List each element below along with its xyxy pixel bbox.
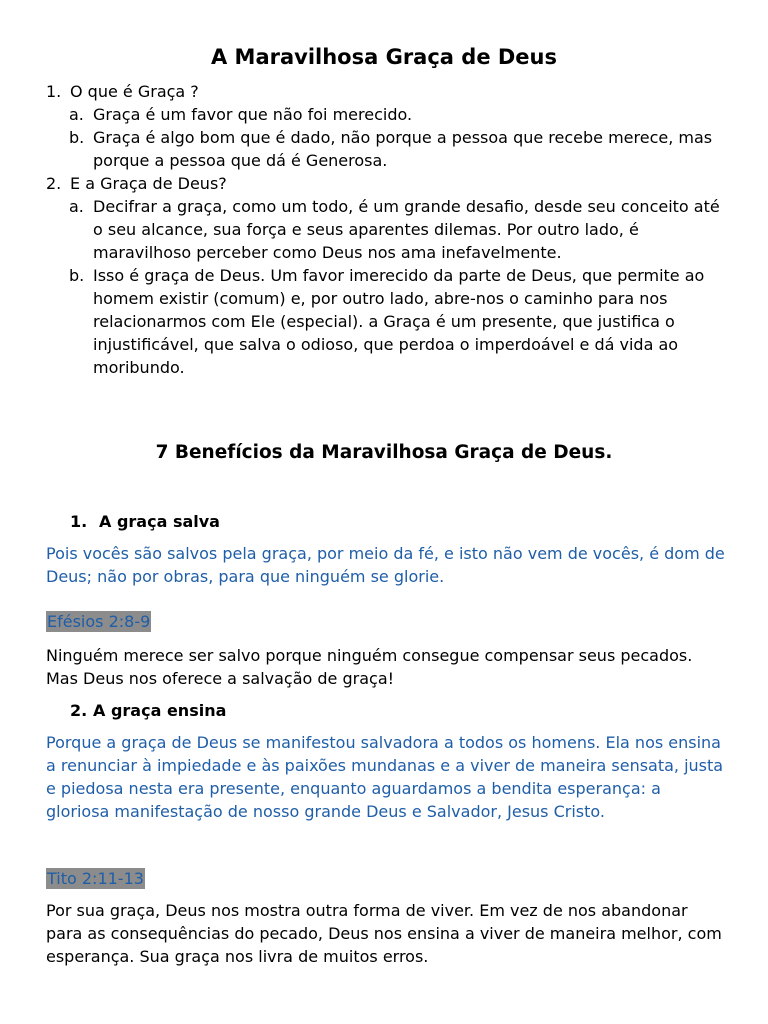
outline-number: 2. <box>46 174 62 193</box>
outline-subitem-2b <box>46 264 726 379</box>
section-heading-2 <box>70 699 226 722</box>
section-number: 1. <box>70 512 88 531</box>
bible-verse-2: Porque a graça de Deus se manifestou salvadora a todos os homens. Ela nos ensina a renunciar à impiedade e às paixões mundanas e a viver de maneira sensata, justa e piedosa nesta era presente, enquanto aguardamos a bendita esperança: a gloriosa manifestação de nosso grande Deus e Salvador, Jesus Cristo. <box>46 733 724 821</box>
section-heading-1 <box>70 510 220 533</box>
subitem-text: Graça é um favor que não foi merecido. <box>93 105 413 124</box>
section-subtitle: 7 Benefícios da Maravilhosa Graça de Deus. <box>155 442 613 463</box>
verse-reference-1: Efésios 2:8-9 <box>47 612 151 631</box>
outline-number: 1. <box>46 82 62 101</box>
section-heading-text: A graça salva <box>99 512 220 531</box>
outline-question: O que é Graça ? <box>70 82 199 101</box>
verse-reference-2: Tito 2:11-13 <box>47 869 144 888</box>
section-heading-text: A graça ensina <box>93 701 227 720</box>
outline-item-1 <box>46 80 726 103</box>
subitem-marker: a. <box>69 197 84 216</box>
subitem-text: Decifrar a graça, como um todo, é um grande desafio, desde seu conceito até o seu alcance, sua força e seus aparentes dilemas. Por outro lado, é maravilhoso perceber como Deus nos ama inefavelmente. <box>93 197 720 262</box>
outline-subitem-1b <box>46 126 726 172</box>
outline-question: E a Graça de Deus? <box>70 174 227 193</box>
commentary-paragraph-1: Ninguém merece ser salvo porque ninguém consegue compensar seus pecados. Mas Deus nos oferece a salvação de graça! <box>46 646 693 688</box>
section-number: 2. <box>70 701 88 720</box>
document-title: A Maravilhosa Graça de Deus <box>210 45 557 69</box>
intro-outline <box>46 80 726 379</box>
bible-verse-1: Pois vocês são salvos pela graça, por meio da fé, e isto não vem de vocês, é dom de Deus; não por obras, para que ninguém se glorie. <box>46 544 725 586</box>
subitem-text: Graça é algo bom que é dado, não porque a pessoa que recebe merece, mas porque a pessoa que dá é Generosa. <box>93 128 713 170</box>
subitem-text: Isso é graça de Deus. Um favor imerecido da parte de Deus, que permite ao homem existir (comum) e, por outro lado, abre-nos o caminho para nos relacionarmos com Ele (especial). a Graça é um presente, que justifica o injustificável, que salva o odioso, que perdoa o imperdoável e dá vida ao moribundo. <box>93 266 705 377</box>
outline-subitem-2a <box>46 195 726 264</box>
subitem-marker: b. <box>69 128 85 147</box>
outline-item-2 <box>46 172 726 195</box>
subitem-marker: b. <box>69 266 85 285</box>
subitem-marker: a. <box>69 105 84 124</box>
outline-subitem-1a <box>46 103 726 126</box>
commentary-paragraph-2: Por sua graça, Deus nos mostra outra forma de viver. Em vez de nos abandonar para as consequências do pecado, Deus nos ensina a viver de maneira melhor, com esperança. Sua graça nos livra de muitos erros. <box>46 901 722 966</box>
